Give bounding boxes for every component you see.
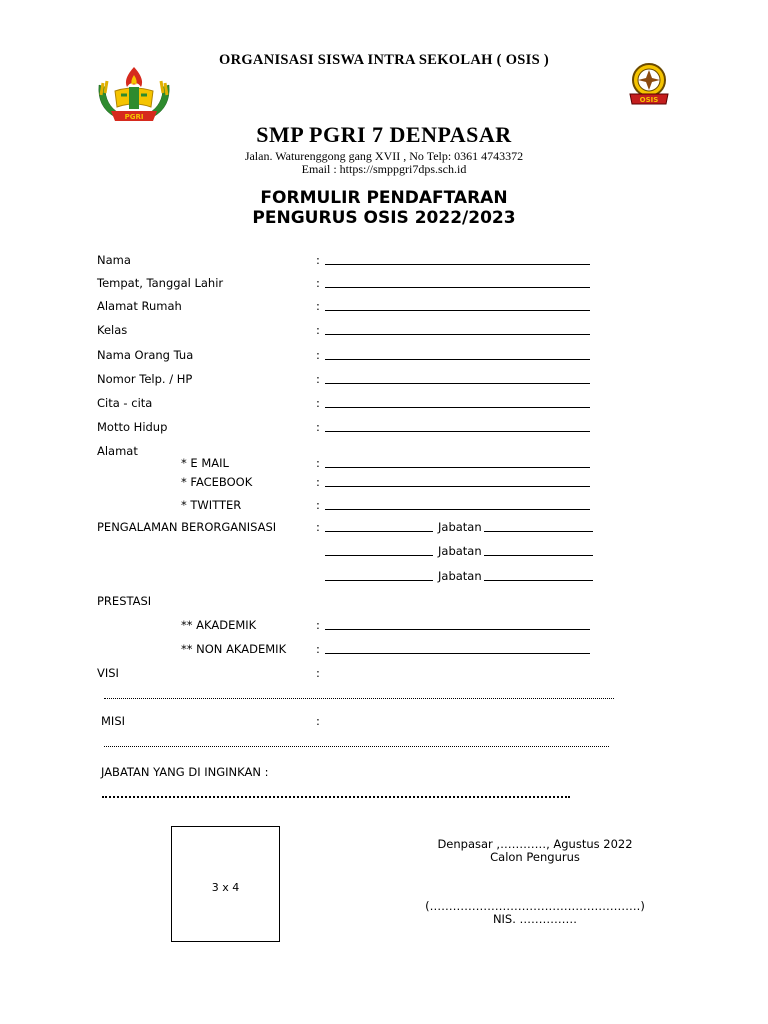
- field-label: Tempat, Tanggal Lahir: [97, 276, 224, 290]
- orang-tua-input-line[interactable]: [325, 359, 590, 360]
- pgri-logo-icon: [93, 65, 175, 127]
- place-date: Denpasar ,…………, Agustus 2022: [437, 837, 633, 851]
- jabatan-label: Jabatan: [438, 569, 482, 583]
- signer-role: Calon Pengurus: [490, 850, 580, 864]
- field-label: Motto Hidup: [97, 420, 168, 434]
- field-colon: :: [316, 348, 320, 362]
- field-colon: :: [316, 475, 320, 489]
- field-label: Nama: [97, 253, 131, 267]
- alamat-label: Alamat: [97, 444, 138, 458]
- twitter-input-line[interactable]: [325, 509, 590, 510]
- field-label: PENGALAMAN BERORGANISASI: [97, 520, 277, 534]
- organization-title: ORGANISASI SISWA INTRA SEKOLAH ( OSIS ): [219, 52, 549, 68]
- field-colon: :: [316, 420, 320, 434]
- non-akademik-input-line[interactable]: [325, 653, 590, 654]
- jabatan-2-input-line[interactable]: [484, 555, 593, 556]
- jabatan-1-input-line[interactable]: [484, 531, 593, 532]
- jabatan-label: Jabatan: [438, 544, 482, 558]
- osis-logo-text: OSIS: [639, 96, 659, 104]
- organisasi-2-input-line[interactable]: [325, 555, 433, 556]
- motto-input-line[interactable]: [325, 431, 590, 432]
- organisasi-1-input-line[interactable]: [325, 531, 433, 532]
- field-colon: :: [316, 642, 320, 656]
- field-label: ** AKADEMIK: [181, 618, 257, 632]
- field-label: VISI: [97, 666, 119, 680]
- field-colon: :: [316, 299, 320, 313]
- field-label: Nama Orang Tua: [97, 348, 194, 362]
- form-title: [0, 188, 768, 228]
- field-colon: :: [316, 714, 320, 728]
- field-label: Nomor Telp. / HP: [97, 372, 193, 386]
- telp-input-line[interactable]: [325, 383, 590, 384]
- school-address: [0, 150, 768, 176]
- signature-name-block: [420, 900, 650, 926]
- address-line: Jalan. Waturenggong gang XVII , No Telp: 0361 4743372: [244, 149, 524, 163]
- field-colon: :: [316, 666, 320, 680]
- pgri-logo-text: PGRI: [124, 113, 144, 121]
- field-colon: :: [316, 618, 320, 632]
- signature-block: [420, 838, 650, 864]
- field-label: ** NON AKADEMIK: [181, 642, 287, 656]
- field-label: Alamat Rumah: [97, 299, 182, 313]
- photo-size-label: 3 x 4: [211, 881, 240, 894]
- nama-input-line[interactable]: [325, 264, 590, 265]
- field-colon: :: [316, 253, 320, 267]
- organisasi-3-input-line[interactable]: [325, 580, 433, 581]
- field-colon: :: [316, 323, 320, 337]
- misi-dotted-line[interactable]: [104, 746, 609, 747]
- field-label: * E MAIL: [181, 456, 229, 470]
- field-colon: :: [316, 498, 320, 512]
- jabatan-diinginkan-dotted-line[interactable]: [102, 796, 570, 798]
- field-label: Kelas: [97, 323, 128, 337]
- osis-logo-icon: [626, 60, 672, 110]
- field-label: JABATAN YANG DI INGINKAN :: [101, 765, 269, 779]
- field-colon: :: [316, 396, 320, 410]
- field-label: * FACEBOOK: [181, 475, 253, 489]
- kelas-input-line[interactable]: [325, 334, 590, 335]
- prestasi-label: PRESTASI: [97, 594, 152, 608]
- field-colon: :: [316, 372, 320, 386]
- nis-placeholder[interactable]: NIS. ……………: [492, 912, 578, 926]
- form-title-line2: PENGURUS OSIS 2022/2023: [252, 208, 516, 228]
- field-colon: :: [316, 520, 320, 534]
- field-label: * TWITTER: [181, 498, 242, 512]
- field-colon: :: [316, 276, 320, 290]
- school-name: SMP PGRI 7 DENPASAR: [256, 122, 512, 147]
- akademik-input-line[interactable]: [325, 629, 590, 630]
- jabatan-3-input-line[interactable]: [484, 580, 593, 581]
- alamat-rumah-input-line[interactable]: [325, 310, 590, 311]
- form-title-line1: FORMULIR PENDAFTARAN: [260, 188, 508, 208]
- ttl-input-line[interactable]: [325, 287, 590, 288]
- jabatan-label: Jabatan: [438, 520, 482, 534]
- email-line: Email : https://smppgri7dps.sch.id: [301, 162, 467, 176]
- field-colon: :: [316, 456, 320, 470]
- facebook-input-line[interactable]: [325, 486, 590, 487]
- field-label: Cita - cita: [97, 396, 153, 410]
- visi-dotted-line[interactable]: [104, 698, 614, 699]
- signature-placeholder[interactable]: (……………………………………………….): [425, 899, 645, 913]
- cita-input-line[interactable]: [325, 407, 590, 408]
- field-label: MISI: [101, 714, 126, 728]
- email-input-line[interactable]: [325, 467, 590, 468]
